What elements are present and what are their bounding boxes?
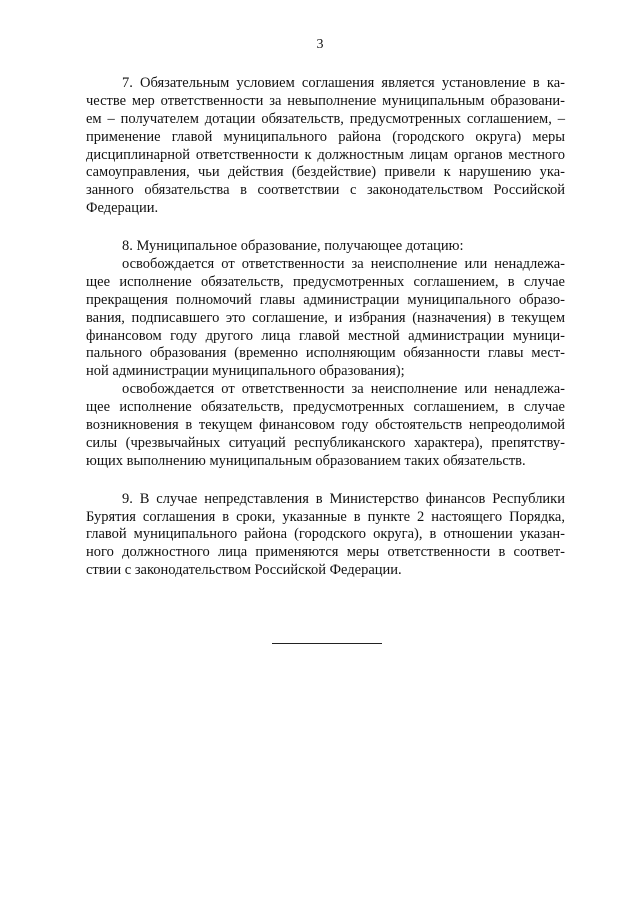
text-line: ющих выполнению муниципальным образованием таких обязательств.: [86, 452, 526, 469]
text-line: ем – получателем дотации обязательств, предусмотренных соглашением, –: [86, 110, 565, 127]
text-line: ной администрации муниципального образования);: [86, 363, 405, 380]
text-line: силы (чрезвычайных ситуаций республиканского характера), препятству-: [86, 434, 565, 451]
text-line: ствии с законодательством Российской Федерации.: [86, 562, 402, 579]
text-line: прекращения полномочий главы администрации муниципального образо-: [86, 291, 565, 308]
text-line: пального образования (временно исполняющим обязанности главы мест-: [86, 345, 565, 362]
text-line: 8. Муниципальное образование, получающее дотацию:: [122, 238, 464, 255]
end-divider: [272, 643, 382, 644]
document-body: [86, 75, 565, 580]
text-line: освобождается от ответственности за неисполнение или ненадлежа-: [122, 256, 565, 273]
text-line: возникновения в текущем финансовом году обстоятельств непреодолимой: [86, 417, 565, 434]
text-line: дисциплинарной ответственности к должностным лицам органов местного: [86, 146, 565, 163]
text-line: ного должностного лица применяются меры ответственности в соответ-: [86, 544, 565, 561]
text-line: главой муниципального района (городского округа), в отношении указан-: [86, 526, 565, 543]
text-line: Бурятия соглашения в сроки, указанные в пункте 2 настоящего Порядка,: [86, 508, 565, 525]
text-line: применение главой муниципального района (городского округа) меры: [86, 128, 565, 145]
paragraph-8-item-1: [86, 256, 565, 381]
text-line: вания, подписавшего это соглашение, и избрания (назначения) в текущем: [86, 309, 565, 326]
text-line: 9. В случае непредставления в Министерство финансов Республики: [122, 490, 565, 507]
paragraph-8-intro: [86, 238, 565, 256]
text-line: щее исполнение обязательств, предусмотренных соглашением, в случае: [86, 399, 565, 416]
text-line: финансовом году другого лица главой местной администрации муници-: [86, 327, 565, 344]
text-line: честве мер ответственности за невыполнение муниципальным образовани-: [86, 92, 565, 109]
text-line: освобождается от ответственности за неисполнение или ненадлежа-: [122, 381, 565, 398]
paragraph-9: [86, 491, 565, 580]
page-number: 3: [316, 37, 324, 52]
text-line: 7. Обязательным условием соглашения является установление в ка-: [122, 75, 565, 91]
paragraph-7: [86, 75, 565, 218]
text-line: Федерации.: [86, 200, 159, 217]
text-line: щее исполнение обязательств, предусмотренных соглашением, в случае: [86, 273, 565, 290]
text-line: занного обязательства в соответствии с законодательством Российской: [86, 182, 565, 199]
text-line: самоуправления, чьи действия (бездействие) привели к нарушению ука-: [86, 164, 565, 181]
paragraph-8-item-2: [86, 381, 565, 470]
